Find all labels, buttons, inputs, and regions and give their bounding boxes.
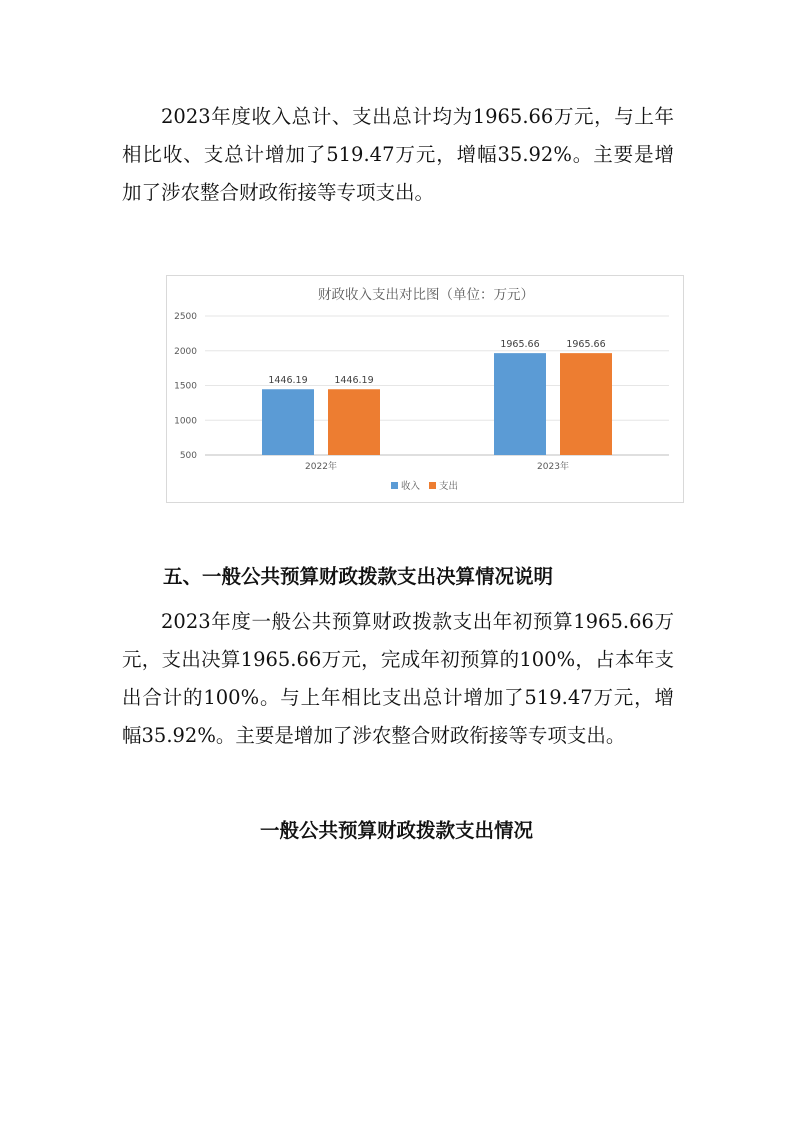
legend-label: 支出 [439, 481, 459, 492]
y-tick-label: 1500 [174, 381, 197, 392]
data-label: 1965.66 [566, 339, 606, 351]
y-tick-label: 2500 [174, 312, 197, 322]
bar-支出-2022年 [328, 389, 380, 455]
chart-bars [262, 353, 612, 455]
chart-canvas [167, 276, 685, 504]
data-label: 1446.19 [334, 375, 374, 387]
chart-y-axis [174, 312, 197, 461]
y-tick-label: 2000 [174, 346, 197, 357]
legend-label: 收入 [401, 481, 421, 492]
bar-收入-2023年 [494, 353, 546, 455]
legend-swatch [391, 482, 398, 489]
bar-收入-2022年 [262, 389, 314, 455]
data-label: 1446.19 [268, 375, 308, 387]
section-paragraph: 2023年度一般公共预算财政拨款支出年初预算1965.66万元，支出决算1965.66万元，完成年初预算的100%，占本年支出合计的100%。与上年相比支出总计增加了519.47万元，增幅35.92%。主要是增加了涉农整合财政衔接等专项支出。 [122, 610, 674, 747]
chart-title: 财政收入支出对比图（单位：万元） [318, 287, 534, 303]
y-tick-label: 500 [179, 451, 197, 461]
x-tick-label: 2022年 [305, 462, 337, 472]
income-expense-chart [166, 275, 684, 503]
data-label: 1965.66 [500, 339, 540, 351]
section-heading: 五、一般公共预算财政拨款支出决算情况说明 [163, 565, 554, 588]
bar-支出-2023年 [560, 353, 612, 455]
sub-heading: 一般公共预算财政拨款支出情况 [259, 819, 533, 842]
chart-data-labels [268, 339, 605, 386]
y-tick-label: 1000 [174, 416, 197, 427]
x-tick-label: 2023年 [537, 462, 569, 472]
intro-paragraph: 2023年度收入总计、支出总计均为1965.66万元，与上年相比收、支总计增加了519.47万元，增幅35.92%。主要是增加了涉农整合财政衔接等专项支出。 [122, 105, 674, 204]
chart-legend [391, 480, 458, 492]
legend-swatch [429, 482, 436, 489]
chart-x-axis [305, 460, 569, 472]
